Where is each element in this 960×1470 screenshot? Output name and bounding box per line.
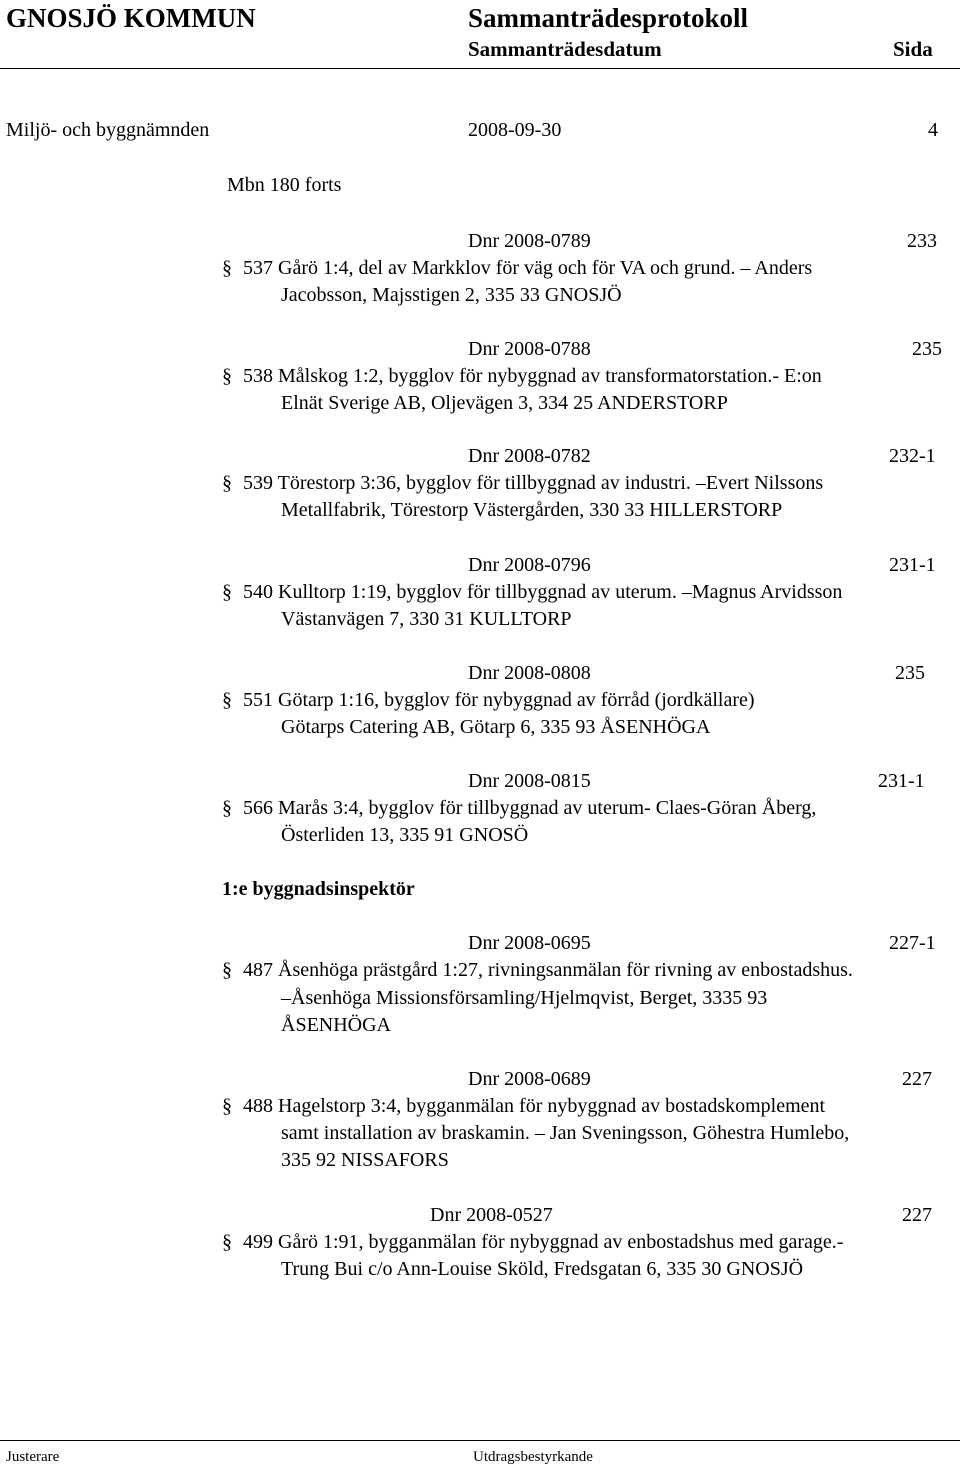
item-line: Elnät Sverige AB, Oljevägen 3, 334 25 ANDERSTORP [281,392,728,414]
case-code: 233 [907,230,937,252]
item-line: 537 Gårö 1:4, del av Markklov för väg och för VA och grund. – Anders [243,257,813,279]
paragraph-icon: § [222,959,232,981]
item-line: Västanvägen 7, 330 31 KULLTORP [281,608,572,630]
item-line: 540 Kulltorp 1:19, bygglov för tillbyggnad av uterum. –Magnus Arvidsson [243,581,843,603]
paragraph-icon: § [222,1231,232,1253]
section-title: Mbn 180 forts [227,174,342,196]
item-line: Österliden 13, 335 91 GNOSÖ [281,824,529,846]
municipality-name: GNOSJÖ KOMMUN [6,3,256,33]
footer-justerare: Justerare [6,1449,60,1465]
paragraph-icon: § [222,689,232,711]
item-line: 538 Målskog 1:2, bygglov för nybyggnad av transformatorstation.- E:on [243,365,822,387]
subheading: 1:e byggnadsinspektör [222,878,415,900]
item-line: ÅSENHÖGA [281,1014,391,1036]
dnr-number: Dnr 2008-0782 [468,445,591,467]
page-label: Sida [893,37,933,61]
item-line: 488 Hagelstorp 3:4, bygganmälan för nybyggnad av bostadskomplement [243,1095,826,1117]
item-line: Trung Bui c/o Ann-Louise Sköld, Fredsgatan 6, 335 30 GNOSJÖ [281,1258,804,1280]
item-line: –Åsenhöga Missionsförsamling/Hjelmqvist, Berget, 3335 93 [281,987,768,1009]
dnr-number: Dnr 2008-0815 [468,770,591,792]
item-line: 499 Gårö 1:91, bygganmälan för nybyggnad av enbostadshus med garage.- [243,1231,844,1253]
case-code: 231-1 [889,554,936,576]
item-line: Götarps Catering AB, Götarp 6, 335 93 ÅSENHÖGA [281,716,711,738]
dnr-number: Dnr 2008-0695 [468,932,591,954]
case-code: 227 [902,1068,932,1090]
footer-divider [0,1440,960,1441]
case-code: 235 [912,338,942,360]
case-code: 231-1 [878,770,925,792]
case-code: 232-1 [889,445,936,467]
case-code: 227-1 [889,932,936,954]
case-code: 227 [902,1204,932,1226]
paragraph-icon: § [222,581,232,603]
item-line: 487 Åsenhöga prästgård 1:27, rivningsanmälan för rivning av enbostadshus. [243,959,853,981]
paragraph-icon: § [222,257,232,279]
document-type: Sammanträdesprotokoll [468,3,749,33]
case-code: 235 [895,662,925,684]
item-line: Metallfabrik, Törestorp Västergården, 330 33 HILLERSTORP [281,499,783,521]
footer-utdragsbestyrkande: Utdragsbestyrkande [473,1449,593,1465]
item-line: 539 Törestorp 3:36, bygglov för tillbyggnad av industri. –Evert Nilssons [243,472,824,494]
paragraph-icon: § [222,472,232,494]
item-line: 551 Götarp 1:16, bygglov för nybyggnad av förråd (jordkällare) [243,689,755,711]
paragraph-icon: § [222,1095,232,1117]
item-line: samt installation av braskamin. – Jan Sveningsson, Göhestra Humlebo, [281,1122,850,1144]
dnr-number: Dnr 2008-0808 [468,662,591,684]
paragraph-icon: § [222,365,232,387]
item-line: Jacobsson, Majsstigen 2, 335 33 GNOSJÖ [281,284,622,306]
dnr-number: Dnr 2008-0527 [430,1204,553,1226]
committee-name: Miljö- och byggnämnden [6,119,210,141]
dnr-number: Dnr 2008-0796 [468,554,591,576]
dnr-number: Dnr 2008-0788 [468,338,591,360]
header-divider [0,68,960,69]
dnr-number: Dnr 2008-0789 [468,230,591,252]
item-line: 335 92 NISSAFORS [281,1149,449,1171]
paragraph-icon: § [222,797,232,819]
meeting-date: 2008-09-30 [468,119,562,141]
item-line: 566 Marås 3:4, bygglov för tillbyggnad av uterum- Claes-Göran Åberg, [243,797,817,819]
page-number: 4 [928,119,938,141]
date-label: Sammanträdesdatum [468,37,662,61]
dnr-number: Dnr 2008-0689 [468,1068,591,1090]
